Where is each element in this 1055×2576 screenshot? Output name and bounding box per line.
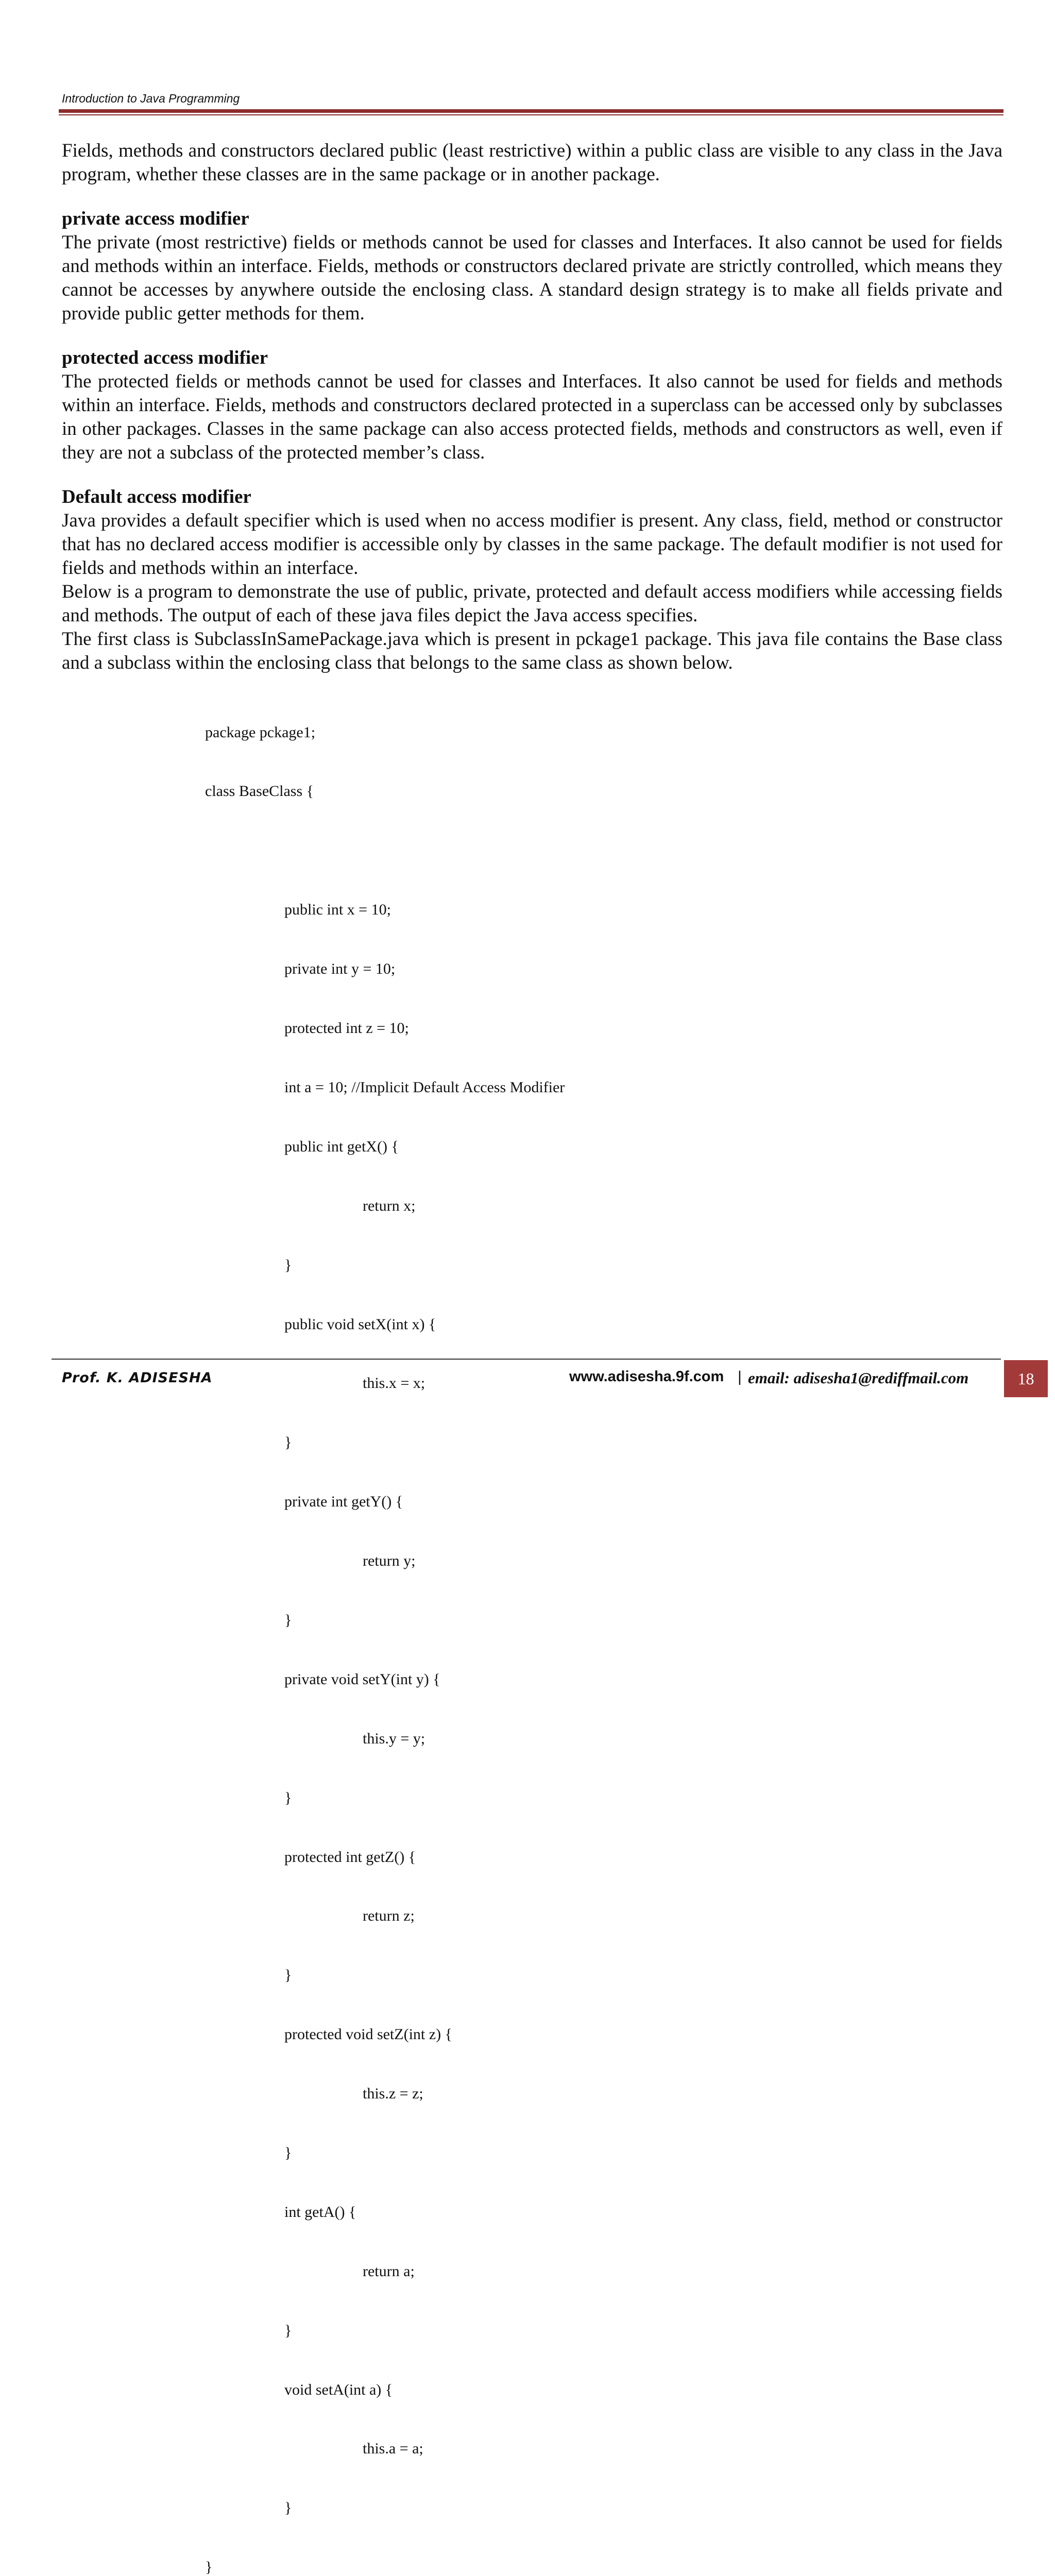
code-line: public void setX(int x) { <box>284 1315 436 1333</box>
code-line: private int getY() { <box>284 1493 403 1511</box>
code-line: return a; <box>363 2262 415 2280</box>
code-line: public int x = 10; <box>284 901 391 919</box>
footer-rule <box>52 1359 1001 1360</box>
code-line: } <box>284 1789 292 1806</box>
code-line: package pckage1; <box>205 723 316 741</box>
default-heading: Default access modifier <box>62 486 251 507</box>
code-line: this.z = z; <box>363 2085 423 2103</box>
code-line: this.a = a; <box>363 2440 423 2458</box>
code-line: } <box>284 1611 292 1629</box>
code-line: int a = 10; //Implicit Default Access Modifier <box>284 1078 565 1096</box>
code-line: public int getX() { <box>284 1138 399 1155</box>
code-line: protected void setZ(int z) { <box>284 2026 452 2043</box>
demo-paragraph: Below is a program to demonstrate the use of public, private, protected and default access modifiers while accessing fields and methods. The output of each of these java files depict the Java access specifies. <box>62 581 1002 626</box>
private-paragraph: The private (most restrictive) fields or methods cannot be used for classes and Interfaces. It also cannot be used for fields and methods within an interface. Fields, methods or constructors declared private are strictly controlled, which means they cannot be accesses by anywhere outside the enclosing class. A standard design strategy is to make all fields private and provide public getter methods for them. <box>62 232 1002 324</box>
protected-heading: protected access modifier <box>62 347 268 368</box>
intro-paragraph: Fields, methods and constructors declared public (least restrictive) within a public class are visible to any class in the Java program, whether these classes are in the same package or in another package. <box>62 140 1002 185</box>
code-line: protected int getZ() { <box>284 1848 416 1866</box>
footer-separator: | <box>738 1368 742 1385</box>
code-line: } <box>284 2321 292 2339</box>
code-line: return y; <box>363 1552 416 1570</box>
main-content <box>62 139 1002 675</box>
header-rule <box>59 109 1003 113</box>
code-line: private int y = 10; <box>284 960 396 978</box>
header-rule-thin <box>59 114 1003 115</box>
footer-email-link[interactable]: email: adisesha1@rediffmail.com <box>748 1369 969 1387</box>
code-listing <box>205 683 565 2576</box>
page-number: 18 <box>1017 1369 1034 1388</box>
protected-paragraph: The protected fields or methods cannot be used for classes and Interfaces. It also cannot be used for fields and methods within an interface. Fields, methods and constructors declared protected in a superclass can be accessed only by subclasses in other packages. Classes in the same package can also access protected fields, methods and constructors as well, even if they are not a subclass of the protected member’s class. <box>62 371 1002 463</box>
code-line: } <box>284 1434 292 1451</box>
page-number-badge <box>1004 1360 1048 1397</box>
code-line: this.y = y; <box>363 1730 426 1747</box>
code-line: this.x = x; <box>363 1375 426 1392</box>
first-class-paragraph: The first class is SubclassInSamePackage.java which is present in pckage1 package. This java file contains the Base class and a subclass within the enclosing class that belongs to the same class as shown below. <box>62 629 1002 673</box>
code-line: return z; <box>363 1907 415 1925</box>
code-line: class BaseClass { <box>205 783 314 800</box>
private-heading: private access modifier <box>62 208 249 229</box>
code-line: } <box>284 1967 292 1984</box>
code-line: private void setY(int y) { <box>284 1670 440 1688</box>
code-line: } <box>284 2144 292 2161</box>
footer-website-link[interactable]: www.adisesha.9f.com <box>569 1368 724 1385</box>
code-line: } <box>284 1256 292 1274</box>
code-line: } <box>284 2499 292 2517</box>
running-header: Introduction to Java Programming <box>62 92 240 105</box>
code-line: int getA() { <box>284 2203 356 2221</box>
code-line: protected int z = 10; <box>284 1020 409 1037</box>
default-paragraph: Java provides a default specifier which is used when no access modifier is present. Any class, field, method or constructor that has no declared access modifier is accessible only by classes in the same package. The default modifier is not used for fields and methods within an interface. <box>62 510 1002 579</box>
code-line: return x; <box>363 1197 416 1214</box>
code-line: void setA(int a) { <box>284 2381 393 2398</box>
code-line: } <box>205 2558 213 2576</box>
footer-author: Prof. K. ADISESHA <box>62 1370 213 1386</box>
